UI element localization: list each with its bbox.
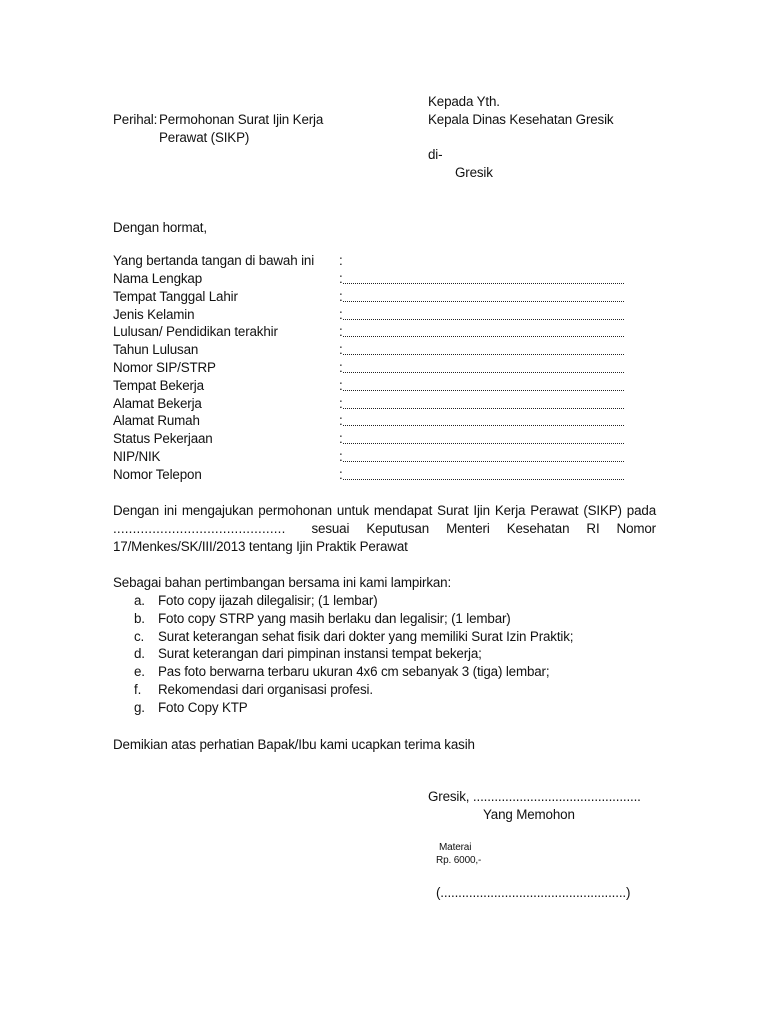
field-colon: :	[339, 342, 343, 358]
attachment-text: Surat keterangan dari pimpinan instansi tempat bekerja;	[158, 646, 482, 662]
field-row	[113, 449, 633, 467]
field-blank-line[interactable]	[343, 372, 624, 373]
field-row	[113, 396, 633, 414]
field-label: NIP/NIK	[113, 449, 161, 464]
field-blank-line[interactable]	[343, 425, 624, 426]
field-label: Nomor SIP/STRP	[113, 360, 216, 375]
attachment-item	[134, 592, 378, 609]
field-label: Tahun Lulusan	[113, 342, 199, 358]
field-row	[113, 342, 633, 360]
request-word: RI	[586, 520, 600, 536]
field-row	[113, 467, 633, 485]
field-blank-line[interactable]	[343, 301, 624, 302]
request-line-2-words	[312, 520, 657, 538]
subject-line-1: Permohonan Surat Ijin Kerja	[159, 112, 324, 127]
field-row	[113, 378, 633, 396]
attachment-item	[134, 645, 482, 662]
recipient-line-3: di-	[428, 147, 443, 162]
field-colon: :	[339, 306, 343, 322]
field-blank-line[interactable]	[343, 283, 624, 284]
attachment-item	[134, 681, 373, 698]
field-blank-line[interactable]	[343, 461, 624, 462]
field-blank-line[interactable]	[343, 354, 624, 355]
field-colon: :	[339, 431, 343, 447]
field-label: Lulusan/ Pendidikan terakhir	[113, 324, 278, 340]
greeting: Dengan hormat,	[113, 220, 207, 235]
field-colon: :	[339, 449, 343, 464]
field-label: Alamat Bekerja	[113, 395, 202, 411]
request-word: Menteri	[446, 520, 490, 536]
stamp-amount: Rp. 6000,-	[436, 855, 482, 866]
request-line-3: 17/Menkes/SK/III/2013 tentang Ijin Praktik Perawat	[113, 538, 408, 554]
field-colon: :	[339, 253, 343, 268]
attachment-text: Foto copy ijazah dilegalisir; (1 lembar)	[158, 593, 378, 608]
field-blank-line[interactable]	[343, 443, 624, 444]
attachment-text: Surat keterangan sehat fisik dari dokter yang memiliki Surat Izin Praktik;	[158, 628, 574, 644]
attachment-text: Rekomendasi dari organisasi profesi.	[158, 682, 373, 697]
attachment-marker: f.	[134, 682, 142, 697]
attachment-item	[134, 663, 549, 680]
field-label: Alamat Rumah	[113, 413, 200, 429]
request-line-1: Dengan ini mengajukan permohonan untuk mendapat Surat Ijin Kerja Perawat (SIKP) pada	[113, 503, 656, 518]
attachment-item	[134, 628, 573, 645]
recipient-city: Gresik	[455, 165, 493, 180]
field-blank-line[interactable]	[343, 336, 624, 337]
field-blank-line[interactable]	[343, 479, 624, 480]
field-colon: :	[339, 377, 343, 393]
attachment-item	[134, 610, 511, 627]
signature-role: Yang Memohon	[483, 807, 575, 822]
attachment-marker: a.	[134, 593, 145, 608]
request-word: Nomor	[616, 520, 656, 536]
stamp-label: Materai	[439, 842, 472, 853]
attachments-intro: Sebagai bahan pertimbangan bersama ini kami lampirkan:	[113, 575, 452, 590]
request-blank: ............................................	[113, 520, 286, 536]
request-word: sesuai	[311, 520, 350, 536]
field-label: Jenis Kelamin	[113, 306, 195, 322]
request-word: Keputusan	[366, 520, 430, 536]
fields-intro: Yang bertanda tangan di bawah ini	[113, 253, 315, 268]
field-colon: :	[339, 360, 343, 375]
field-label: Tempat Bekerja	[113, 377, 204, 393]
signature-place-date: Gresik, ...............................................	[428, 789, 641, 804]
fields-intro-row	[113, 253, 633, 271]
field-label: Nama Lengkap	[113, 271, 203, 286]
attachment-item	[134, 699, 248, 716]
signature-name-blank: (....................................................)	[436, 885, 631, 900]
field-label: Tempat Tanggal Lahir	[113, 288, 238, 304]
field-row	[113, 307, 633, 325]
field-colon: :	[339, 324, 343, 340]
field-row	[113, 324, 633, 342]
field-row	[113, 431, 633, 449]
attachment-marker: d.	[134, 646, 145, 662]
field-blank-line[interactable]	[343, 408, 624, 409]
recipient-line-2: Kepala Dinas Kesehatan Gresik	[428, 112, 614, 127]
attachment-text: Foto copy STRP yang masih berlaku dan legalisir; (1 lembar)	[158, 610, 511, 626]
attachment-marker: c.	[134, 628, 145, 644]
field-colon: :	[339, 466, 343, 482]
attachment-marker: e.	[134, 664, 145, 680]
attachment-marker: b.	[134, 610, 145, 626]
attachment-text: Foto Copy KTP	[158, 699, 248, 715]
recipient-line-1: Kepada Yth.	[428, 94, 500, 109]
field-label: Nomor Telepon	[113, 466, 202, 482]
field-colon: :	[339, 288, 343, 304]
request-line-2	[113, 520, 656, 538]
field-row	[113, 271, 633, 289]
field-row	[113, 413, 633, 431]
request-paragraph	[113, 502, 656, 555]
attachment-text: Pas foto berwarna terbaru ukuran 4x6 cm sebanyak 3 (tiga) lembar;	[158, 664, 550, 680]
field-row	[113, 289, 633, 307]
request-word: Kesehatan	[506, 520, 570, 536]
field-colon: :	[339, 271, 343, 286]
closing-text: Demikian atas perhatian Bapak/Ibu kami ucapkan terima kasih	[113, 737, 475, 752]
field-row	[113, 360, 633, 378]
field-colon: :	[339, 413, 343, 429]
field-blank-line[interactable]	[343, 390, 624, 391]
field-colon: :	[339, 395, 343, 411]
subject-label: Perihal:	[113, 112, 158, 127]
field-blank-line[interactable]	[343, 319, 624, 320]
attachment-marker: g.	[134, 699, 145, 715]
field-label: Status Pekerjaan	[113, 431, 213, 447]
subject-line-2: Perawat (SIKP)	[159, 130, 250, 145]
